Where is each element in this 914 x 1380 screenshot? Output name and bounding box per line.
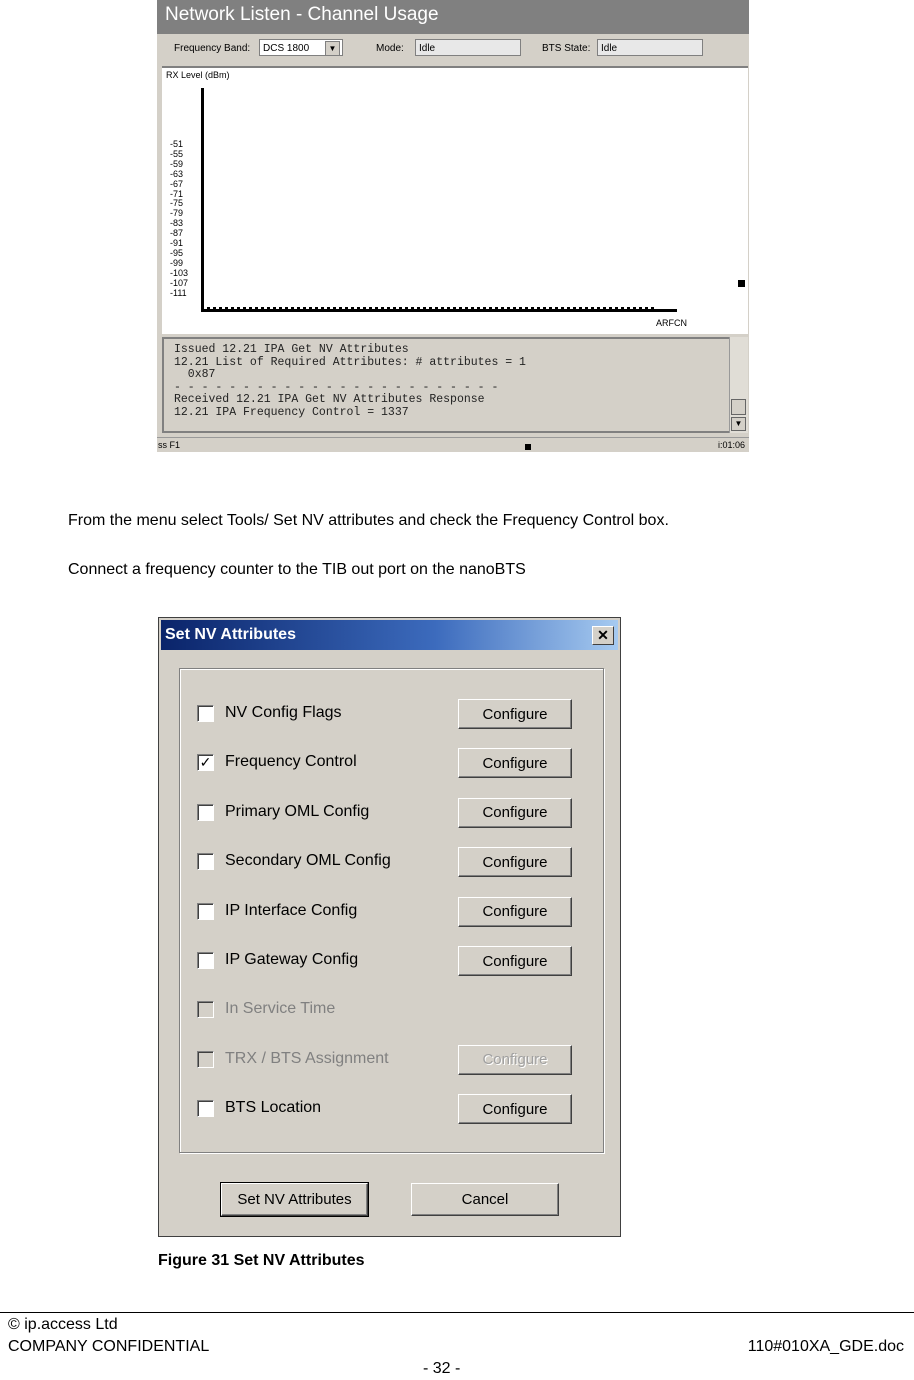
- bts-state-field: [597, 39, 703, 56]
- attribute-label-text: TRX / BTS Assignment: [225, 1049, 389, 1067]
- y-tick-label: -83: [170, 218, 184, 229]
- footer-copyright: © ip.access Ltd: [8, 1316, 118, 1333]
- y-tick-label: -79: [170, 208, 184, 219]
- configure-button[interactable]: Configure: [458, 748, 572, 778]
- connection-paragraph: Connect a frequency counter to the TIB out port on the nanoBTS: [68, 561, 526, 578]
- attribute-checkbox[interactable]: [197, 853, 214, 870]
- attribute-row: [180, 993, 603, 1027]
- attribute-label-text: BTS Location: [225, 1099, 322, 1117]
- attribute-label: [225, 753, 357, 771]
- configure-button[interactable]: Configure: [458, 847, 572, 877]
- attribute-checkbox: [197, 1001, 214, 1018]
- attribute-row: [180, 746, 603, 780]
- attribute-label-text: Frequency Control: [225, 753, 357, 771]
- configure-button: Configure: [458, 1045, 572, 1075]
- attribute-label: [225, 704, 342, 722]
- y-axis-line: [201, 88, 204, 312]
- footer-divider: [0, 1312, 914, 1313]
- y-tick-label: -95: [170, 247, 184, 258]
- attribute-row: [180, 1092, 603, 1126]
- message-log: [162, 337, 734, 433]
- attribute-label-text: In Service Time: [225, 1000, 336, 1018]
- network-listen-window: [157, 0, 749, 452]
- y-axis-title: RX Level (dBm): [166, 70, 230, 80]
- mode-value: Idle: [419, 43, 436, 54]
- attribute-row: [180, 944, 603, 978]
- attribute-checkbox[interactable]: [197, 754, 214, 771]
- y-tick-label: -103: [170, 267, 189, 278]
- status-time: i:01:06: [717, 440, 745, 450]
- attribute-checkbox: [197, 1051, 214, 1068]
- x-axis-label: ARFCN: [656, 318, 687, 328]
- log-line: Issued 12.21 IPA Get NV Attributes: [174, 343, 409, 356]
- channel-usage-plot: [162, 66, 748, 334]
- attribute-row: [180, 796, 603, 830]
- configure-button[interactable]: Configure: [458, 699, 572, 729]
- attribute-row: [180, 697, 603, 731]
- attribute-label-text: Secondary OML Config: [225, 852, 391, 870]
- attribute-label-text: IP Interface Config: [225, 901, 358, 919]
- attribute-label: [225, 1050, 389, 1068]
- log-line: - - - - - - - - - - - - - - - - - - - - - - - -: [174, 380, 499, 394]
- status-left-text: ss F1: [158, 440, 181, 450]
- log-scrollbar[interactable]: [729, 337, 748, 433]
- scrollbar-thumb[interactable]: [731, 399, 746, 415]
- chevron-down-icon[interactable]: ▼: [325, 41, 340, 56]
- attribute-label: [225, 803, 369, 821]
- y-tick-label: -71: [170, 188, 184, 199]
- cancel-button[interactable]: Cancel: [411, 1183, 559, 1216]
- y-tick-label: -107: [170, 277, 189, 288]
- attribute-label-text: IP Gateway Config: [225, 951, 359, 968]
- attribute-row: [180, 1043, 603, 1077]
- figure-caption: Figure 31 Set NV Attributes: [158, 1252, 365, 1269]
- configure-button[interactable]: Configure: [458, 897, 572, 927]
- configure-button[interactable]: Configure: [458, 946, 572, 976]
- dialog-title-bar: [161, 620, 618, 650]
- attribute-label: [225, 1000, 335, 1018]
- instruction-paragraph: From the menu select Tools/ Set NV attributes and check the Frequency Control box.: [68, 512, 669, 529]
- status-marker: [525, 444, 531, 450]
- bts-state-value: Idle: [601, 43, 618, 54]
- y-tick-label: -63: [170, 168, 184, 179]
- mode-field: [415, 39, 521, 56]
- status-bar: [157, 437, 749, 452]
- network-listen-title: Network Listen - Channel Usage: [165, 4, 439, 25]
- y-tick-label: -67: [170, 178, 184, 189]
- frequency-band-value: DCS 1800: [263, 43, 310, 54]
- y-tick-label: -59: [170, 158, 184, 169]
- attribute-label: [225, 1099, 321, 1117]
- log-line: 0x87: [174, 368, 216, 381]
- y-tick-label: -51: [170, 139, 184, 149]
- bts-state-label: BTS State:: [542, 43, 591, 54]
- attribute-checkbox[interactable]: [197, 903, 214, 920]
- attribute-checkbox[interactable]: [197, 804, 214, 821]
- mode-label: Mode:: [376, 43, 404, 54]
- attribute-checkbox[interactable]: [197, 1100, 214, 1117]
- set-nv-attributes-button[interactable]: Set NV Attributes: [221, 1183, 368, 1216]
- y-tick-label: -91: [170, 238, 184, 248]
- configure-button[interactable]: Configure: [458, 1094, 572, 1124]
- log-line: Received 12.21 IPA Get NV Attributes Response: [174, 393, 485, 406]
- network-listen-toolbar: [157, 34, 749, 64]
- y-tick-label: -55: [170, 148, 184, 159]
- footer-confidential: COMPANY CONFIDENTIAL: [8, 1338, 210, 1355]
- attribute-checkbox[interactable]: [197, 952, 214, 969]
- attribute-checkbox[interactable]: [197, 705, 214, 722]
- attribute-label: [225, 951, 358, 969]
- attribute-label-text: Primary OML Config: [225, 802, 370, 820]
- attribute-label: [225, 902, 357, 920]
- configure-button[interactable]: Configure: [458, 798, 572, 828]
- y-tick-label: -99: [170, 257, 184, 268]
- y-tick-label: -111: [170, 287, 187, 298]
- y-tick-label: -87: [170, 228, 184, 239]
- resize-handle[interactable]: [738, 280, 745, 287]
- close-icon[interactable]: ✕: [592, 626, 614, 645]
- frequency-band-select[interactable]: [259, 39, 343, 56]
- attribute-row: [180, 895, 603, 929]
- attributes-group-box: [179, 668, 604, 1153]
- set-nv-attributes-dialog: [158, 617, 621, 1237]
- log-line: 12.21 IPA Frequency Control = 1337: [174, 405, 409, 419]
- attribute-row: [180, 845, 603, 879]
- rx-level-markers: [207, 307, 657, 310]
- attribute-label: [225, 852, 391, 870]
- attribute-label-text: NV Config Flags: [225, 704, 342, 721]
- dialog-title: Set NV Attributes: [165, 626, 296, 643]
- frequency-band-label: Frequency Band:: [174, 43, 251, 54]
- y-tick-label: -75: [170, 198, 184, 209]
- log-line: 12.21 List of Required Attributes: # attributes = 1: [174, 355, 526, 369]
- footer-doc-id: 110#010XA_GDE.doc: [747, 1338, 904, 1355]
- network-listen-title-bar: [157, 0, 749, 34]
- footer-page-number: - 32 -: [423, 1360, 461, 1377]
- checkmark-icon: ✓: [199, 754, 212, 771]
- scroll-down-icon[interactable]: ▼: [731, 417, 746, 431]
